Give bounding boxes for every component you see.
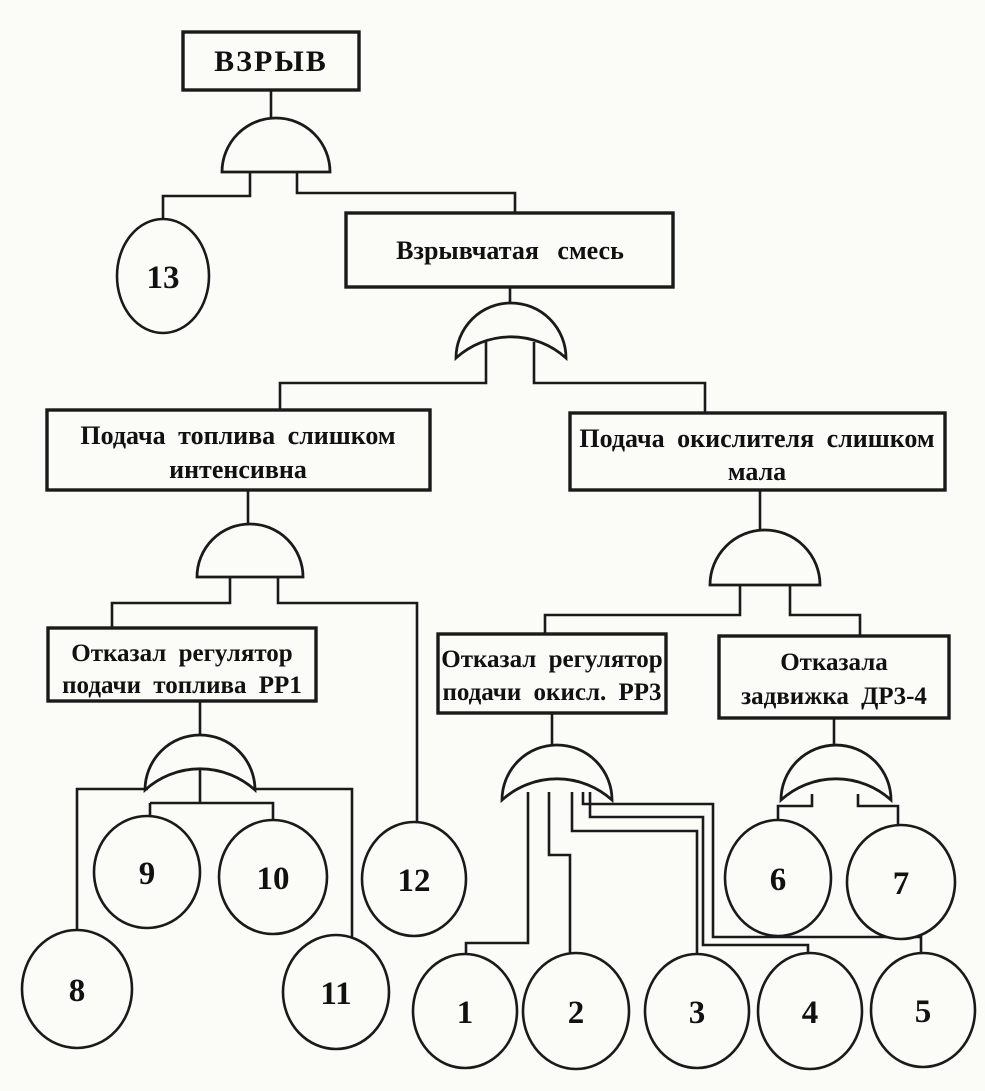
and-gate-top bbox=[222, 118, 330, 172]
label-event-8: 8 bbox=[68, 973, 86, 1009]
label-pp1-line2: подачи топлива РР1 bbox=[62, 672, 302, 699]
connector-gate-dr34 bbox=[790, 585, 860, 637]
label-event-6: 6 bbox=[769, 862, 787, 898]
label-oxidizer-line2: мала bbox=[727, 457, 787, 486]
label-event-2: 2 bbox=[567, 995, 585, 1031]
label-event-5: 5 bbox=[914, 994, 932, 1030]
label-event-9: 9 bbox=[138, 856, 156, 892]
label-event-12: 12 bbox=[397, 863, 431, 899]
label-pp3-line1: Отказал регулятор bbox=[441, 646, 663, 673]
label-event-3: 3 bbox=[688, 995, 706, 1031]
label-event-4: 4 bbox=[801, 995, 819, 1031]
label-event-13: 13 bbox=[146, 260, 180, 296]
label-event-1: 1 bbox=[456, 995, 474, 1031]
label-dr34-line2: задвижка ДР3-4 bbox=[741, 683, 927, 710]
label-pp3-line2: подачи окисл. РР3 bbox=[442, 679, 662, 706]
connector-gate-pp3 bbox=[545, 585, 740, 635]
connector-pp3gate-e1 bbox=[466, 792, 528, 955]
label-mixture: Взрывчатая смесь bbox=[396, 236, 624, 265]
label-event-10: 10 bbox=[256, 861, 290, 897]
or-gate-dr34 bbox=[781, 745, 891, 800]
label-event-7: 7 bbox=[892, 866, 910, 902]
label-fuel-line2: интенсивна bbox=[169, 455, 307, 484]
or-gate-mixture bbox=[456, 303, 566, 358]
label-explosion: ВЗРЫВ bbox=[214, 45, 328, 78]
connector-pp3gate-e2 bbox=[549, 792, 570, 954]
and-gate-oxidizer bbox=[710, 530, 820, 585]
connector-gate-pp1 bbox=[112, 577, 230, 629]
connector-gate-mixture bbox=[297, 172, 515, 214]
label-event-11: 11 bbox=[320, 976, 352, 1012]
connector-gate-e13 bbox=[163, 172, 250, 220]
label-dr34-line1: Отказала bbox=[780, 649, 888, 676]
label-fuel-line1: Подача топлива слишком bbox=[80, 421, 396, 450]
label-pp1-line1: Отказал регулятор bbox=[71, 640, 293, 667]
label-oxidizer-line1: Подача окислителя слишком bbox=[579, 424, 935, 453]
and-gate-fuel bbox=[197, 524, 303, 577]
or-gate-pp3 bbox=[502, 745, 612, 800]
